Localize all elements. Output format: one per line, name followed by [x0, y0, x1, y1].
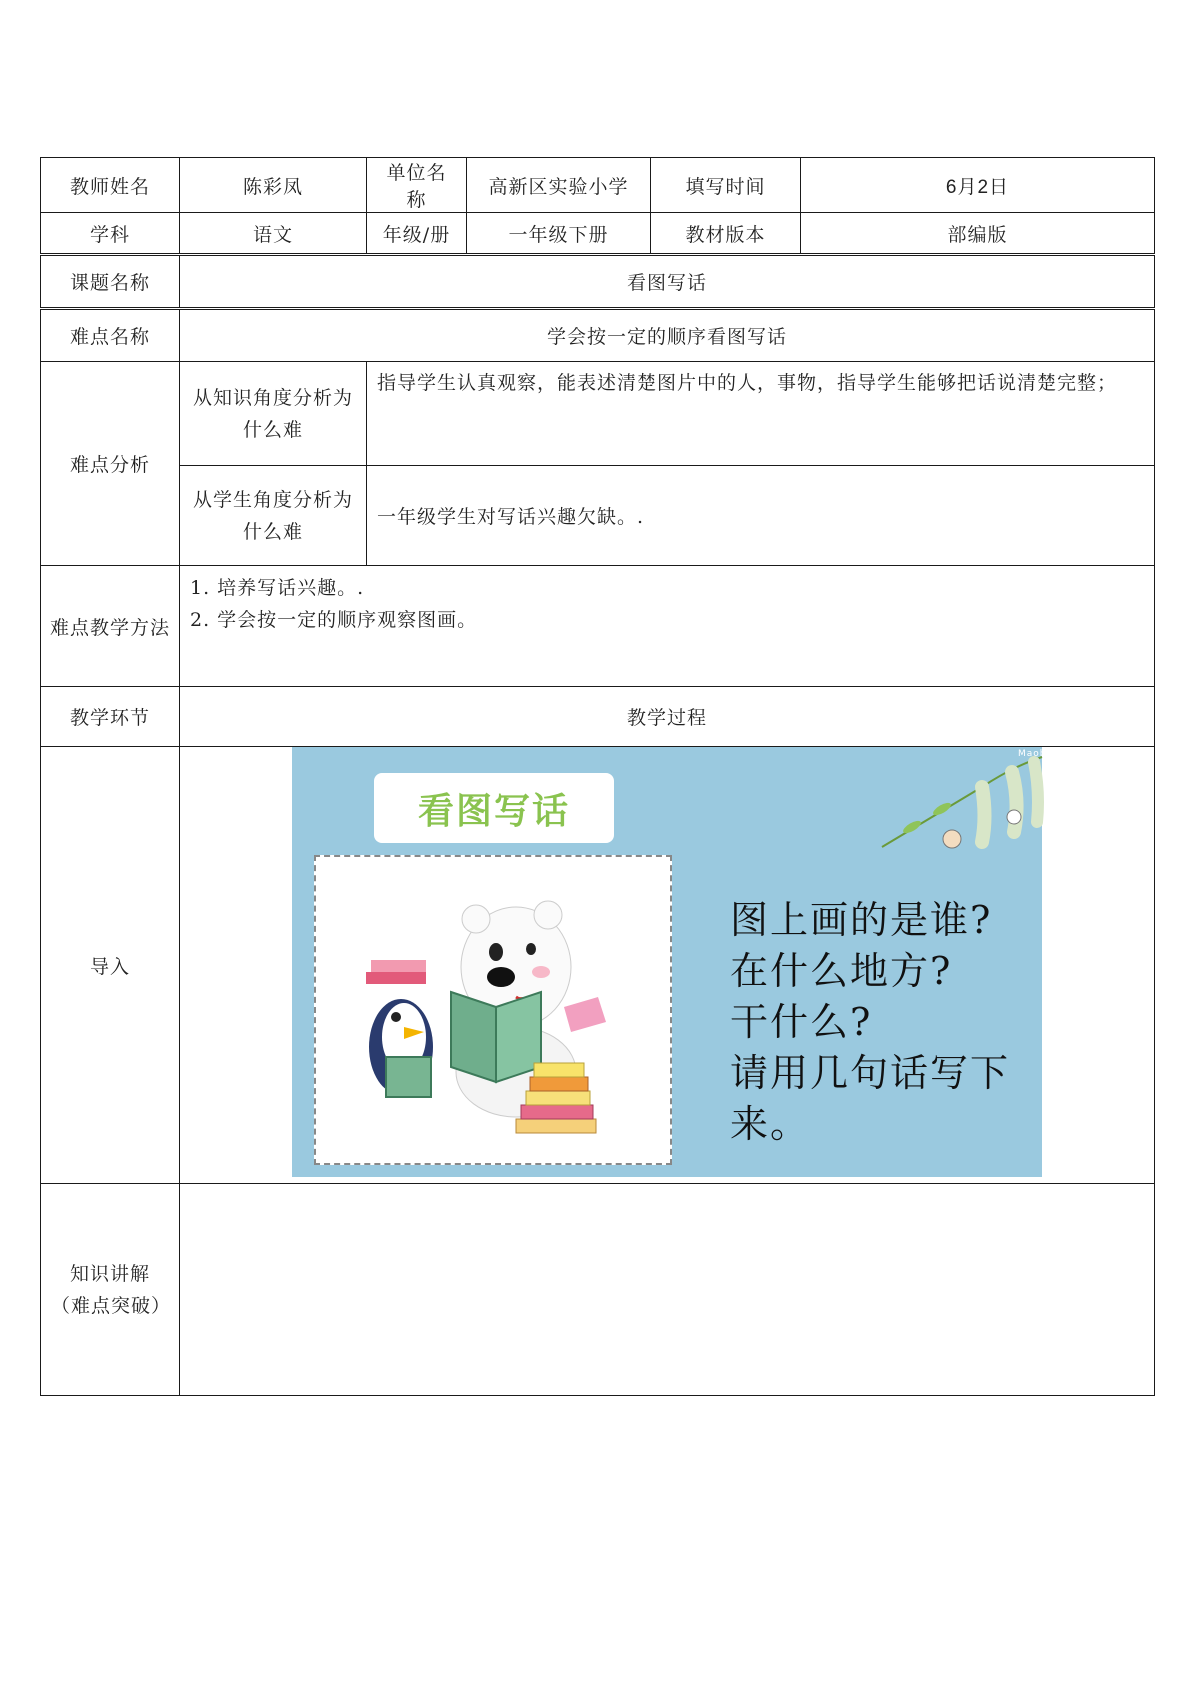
fill-date-value: 6月2日	[801, 158, 1155, 213]
pea-pod-vine-icon	[872, 747, 1072, 857]
subject-value: 语文	[180, 213, 367, 255]
unit-name-value: 高新区实验小学	[467, 158, 651, 213]
process-value: 教学过程	[180, 687, 1155, 747]
lesson-form	[40, 157, 1155, 1396]
question-line: 干什么?	[730, 1000, 873, 1044]
grade-label: 年级/册	[367, 213, 467, 255]
difficulty-label: 难点名称	[41, 309, 180, 362]
question-line: 请用几句话写下	[730, 1051, 1011, 1095]
student-angle-value: 一年级学生对写话兴趣欠缺。.	[367, 466, 1155, 566]
knowledge-label-line2: （难点突破）	[51, 1294, 172, 1317]
knowledge-angle-value: 指导学生认真观察，能表述清楚图片中的人，事物，指导学生能够把话说清楚完整；	[367, 362, 1155, 466]
knowledge-angle-label: 从知识角度分析为什么难	[180, 362, 367, 466]
knowledge-content	[180, 1184, 1155, 1396]
intro-label: 导入	[41, 747, 180, 1184]
reading-animals-picture	[314, 855, 672, 1165]
teacher-name-label: 教师姓名	[41, 158, 180, 213]
methods-label: 难点教学方法	[41, 566, 180, 687]
process-label: 教学环节	[41, 687, 180, 747]
slide-title: 看图写话	[374, 773, 614, 843]
method-item: 1. 培养写话兴趣。.	[190, 577, 365, 599]
slide-questions	[730, 895, 1030, 1150]
question-line: 图上画的是谁?	[730, 898, 993, 942]
difficulty-value: 学会按一定的顺序看图写话	[180, 309, 1155, 362]
question-line: 来。	[730, 1102, 811, 1146]
slide-watermark: MaobiMan	[1018, 749, 1072, 759]
analysis-label: 难点分析	[41, 362, 180, 566]
method-item: 2. 学会按一定的顺序观察图画。	[190, 609, 478, 631]
topic-label: 课题名称	[41, 255, 180, 309]
edition-label: 教材版本	[651, 213, 801, 255]
fill-date-label: 填写时间	[651, 158, 801, 213]
intro-slide	[292, 747, 1072, 1177]
question-line: 在什么地方?	[730, 949, 953, 993]
topic-value: 看图写话	[180, 255, 1155, 309]
edition-value: 部编版	[801, 213, 1155, 255]
intro-content	[180, 747, 1155, 1184]
unit-name-label: 单位名称	[367, 158, 467, 213]
polar-bear-penguin-reading-icon	[316, 857, 670, 1163]
subject-label: 学科	[41, 213, 180, 255]
grade-value: 一年级下册	[467, 213, 651, 255]
knowledge-label-line1: 知识讲解	[69, 1262, 150, 1285]
student-angle-label: 从学生角度分析为什么难	[180, 466, 367, 566]
methods-list	[180, 566, 1155, 687]
teacher-name-value: 陈彩凤	[180, 158, 367, 213]
knowledge-label	[41, 1184, 180, 1396]
